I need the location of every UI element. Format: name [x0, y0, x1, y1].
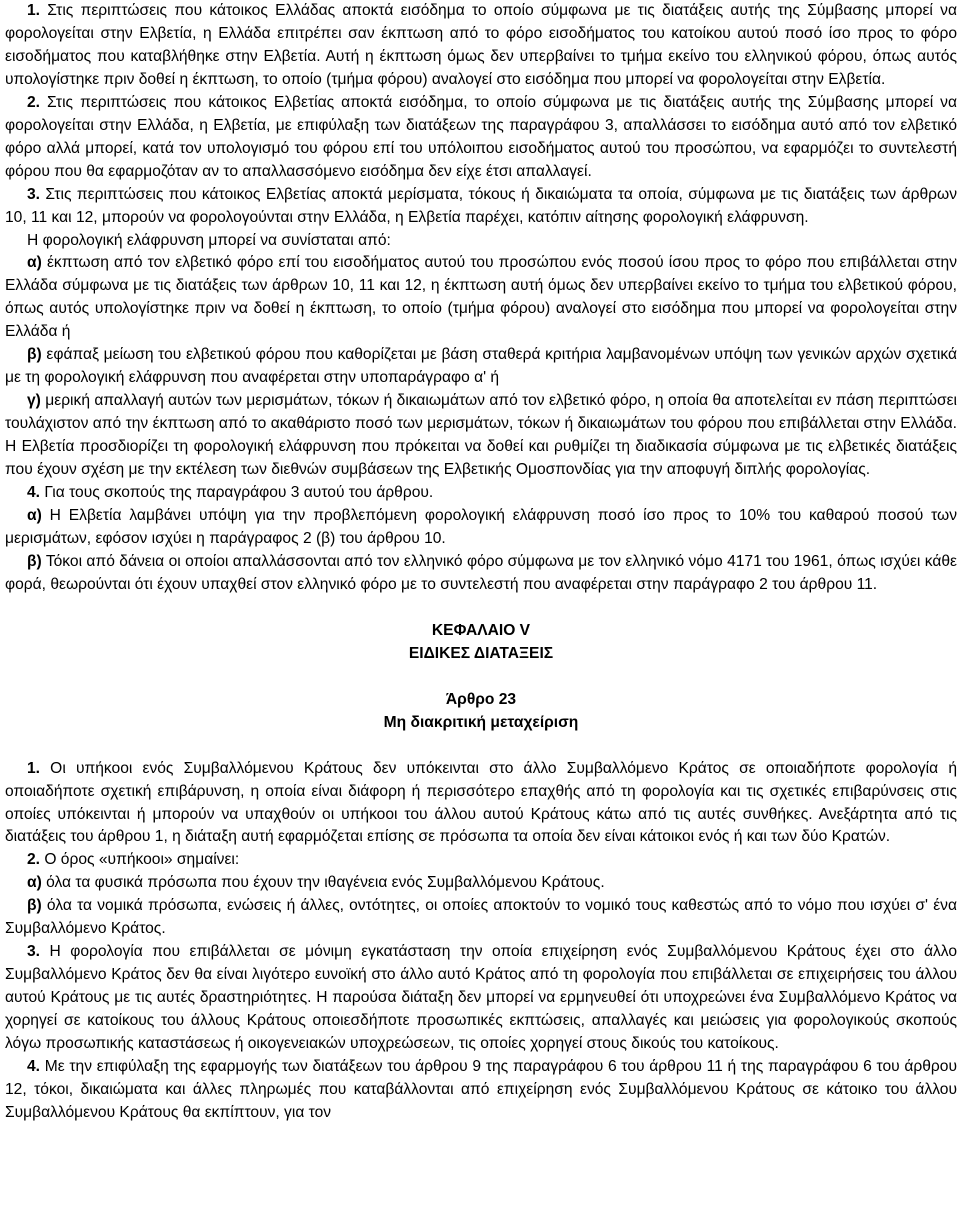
spacer [5, 735, 957, 758]
paragraph [5, 252, 957, 344]
paragraph-number: 1. [27, 2, 41, 19]
spacer [5, 597, 957, 620]
paragraph-text: Με την επιφύλαξη της εφαρμογής των διατάξεων του άρθρου 9 της παραγράφου 6 του άρθρου 11 ή της παραγράφου 6 του άρθρου 12, τόκοι, δικαιώματα και άλλες πληρωμές που καταβάλλονται από επιχείρηση ενός Συμβαλλόμενου Κράτους σε κάτοικο του άλλου Συμβαλλόμενου Κράτους θα εκπίπτουν, για τον [5, 1057, 957, 1121]
paragraph-text: Η φορολογία που επιβάλλεται σε μόνιμη εγκατάσταση την οποία επιχείρηση ενός Συμβαλλόμενου Κράτους έχει στο άλλο Συμβαλλόμενο Κράτος δεν θα είναι λιγότερο ευνοϊκή στο άλλο αυτό Κράτος από τη φορολογία που επιβάλλεται σε επιχειρήσεις του άλλου αυτού Κράτους με τις αυτές δραστηριότητες. Η παρούσα διάταξη δεν μπορεί να ερμηνευθεί ότι υποχρεώνει ένα Συμβαλλόμενο Κράτος να χορηγεί σε κατοίκους του άλλους Κράτους οποιεσδήποτε προσωπικές εκπτώσεις, απαλλαγές και μειώσεις για φορολογικούς σκοπούς λόγω προσωπικής καταστάσεως ή οικογενειακών υποχρεώσεων, τις οποίες χορηγεί στους δικούς του κατοίκους. [5, 943, 957, 1053]
paragraph [5, 505, 957, 551]
paragraph-text: Τόκοι από δάνεια οι οποίοι απαλλάσσονται από τον ελληνικό φόρο σύμφωνα με τον ελληνικό νόμο 4171 του 1961, όπως ισχύει κάθε φορά, θεωρούνται ότι έχουν υπαχθεί στον ελληνικό φόρο με το συντελεστή που αναφέρεται στην παράγραφο 2 του άρθρου 11. [5, 552, 957, 593]
paragraph [5, 941, 957, 1056]
paragraph-text: όλα τα φυσικά πρόσωπα που έχουν την ιθαγένεια ενός Συμβαλλόμενου Κράτους. [41, 874, 605, 892]
paragraph [5, 390, 957, 482]
paragraph-number: β) [27, 897, 42, 915]
paragraph [5, 230, 957, 253]
section-heading: Άρθρο 23 [445, 690, 517, 708]
paragraph-text: όλα τα νομικά πρόσωπα, ενώσεις ή άλλες, οντότητες, οι οποίες αποκτούν το νομικό τους καθεστώς από το νόμο που ισχύει σ' ένα Συμβαλλόμενο Κράτος. [5, 897, 957, 938]
paragraph-number: 4. [27, 484, 41, 502]
paragraph [5, 849, 957, 872]
spacer [5, 666, 957, 689]
paragraph-number: γ) [27, 392, 41, 410]
paragraph-number: 2. [27, 851, 41, 869]
paragraph [5, 0, 957, 92]
paragraph [5, 92, 957, 184]
paragraph-text: Στις περιπτώσεις που κάτοικος Ελβετίας αποκτά μερίσματα, τόκους ή δικαιώματα τα οποία, σύμφωνα με τις διατάξεις των άρθρων 10, 11 και 12, μπορούν να φορολογούνται στην Ελλάδα, η Ελβετία παρέχει, κατόπιν αίτησης φορολογική ελάφρυνση. [5, 185, 957, 226]
paragraph-number: 1. [27, 759, 41, 777]
section-heading: ΕΙΔΙΚΕΣ ΔΙΑΤΑΞΕΙΣ [408, 644, 554, 662]
paragraph-number: 3. [27, 943, 41, 961]
paragraph [5, 482, 957, 505]
paragraph [5, 758, 957, 850]
paragraph-text: Οι υπήκοοι ενός Συμβαλλόμενου Κράτους δεν υπόκεινται στο άλλο Συμβαλλόμενο Κράτος σε οποιαδήποτε φορολογία ή οποιαδήποτε σχετική επιβάρυνση, η οποία είναι διάφορη ή περισσότερο επαχθής από τη φορολογία και τις σχετικές επιβαρύνσεις στις οποίες υπόκεινται ή μπορούν να υπαχθούν οι υπήκοοι του άλλου αυτού Κράτους κάτω από τις αυτές συνθήκες. Ανεξάρτητα από τις διατάξεις του άρθρου 1, η διάταξη αυτή εφαρμόζεται επίσης σε πρόσωπα τα οποία δεν είναι κάτοικοι ενός ή και των δύο Κρατών. [5, 759, 957, 846]
paragraph-text: Η Ελβετία λαμβάνει υπόψη για την προβλεπόμενη φορολογική ελάφρυνση ποσό ίσο προς το 10% του καθαρού ποσού των μερισμάτων, εφόσον ισχύει η παράγραφος 2 (β) του άρθρου 10. [5, 506, 957, 547]
paragraph-number: 4. [27, 1057, 41, 1075]
paragraph-number: α) [27, 254, 42, 272]
paragraph-text: Ο όρος «υπήκοοι» σημαίνει: [40, 851, 240, 869]
paragraph [5, 895, 957, 941]
section-heading: ΚΕΦΑΛΑΙΟ V [431, 621, 531, 639]
paragraph-text: Στις περιπτώσεις που κάτοικος Ελβετίας αποκτά εισόδημα, το οποίο σύμφωνα με τις διατάξεις αυτής της Σύμβασης μπορεί να φορολογείται στην Ελλάδα, η Ελβετία, με επιφύλαξη των διατάξεων της παραγράφου 3, απαλλάσσει το εισόδημα αυτό από τον ελβετικό φόρο αλλά μπορεί, κατά τον υπολογισμό του φόρου επί του υπόλοιπου εισοδήματος αυτού του προσώπου, να εφαρμόζει το συντελεστή φόρου που θα εφαρμοζόταν αν το απαλλασσόμενο εισόδημα δεν είχε έτσι απαλλαγεί. [5, 93, 957, 180]
paragraph [5, 184, 957, 230]
paragraph-text: Η φορολογική ελάφρυνση μπορεί να συνίσταται από: [27, 231, 391, 249]
paragraph [5, 551, 957, 597]
paragraph-text: εφάπαξ μείωση του ελβετικού φόρου που καθορίζεται με βάση σταθερά κριτήρια λαμβανομένων υπόψη των γενικών αρχών σχετικά με τη φορολογική ελάφρυνση που αναφέρεται στην υποπαράγραφο α' ή [5, 346, 957, 387]
document-page [5, 0, 957, 1125]
paragraph-number: β) [27, 552, 42, 570]
paragraph-text: Για τους σκοπούς της παραγράφου 3 αυτού του άρθρου. [40, 484, 434, 502]
paragraph-number: α) [27, 506, 42, 524]
paragraph-number: 3. [27, 185, 41, 203]
section-heading: Μη διακριτική μεταχείριση [383, 713, 579, 731]
paragraph-number: α) [27, 874, 42, 892]
paragraph [5, 344, 957, 390]
paragraph [5, 1056, 957, 1125]
paragraph [5, 872, 957, 895]
paragraph-text: έκπτωση από τον ελβετικό φόρο επί του εισοδήματος αυτού του προσώπου ενός ποσού ίσου προς το φόρο που επιβάλλεται στην Ελλάδα σύμφωνα με τις διατάξεις των άρθρων 10, 11 και 12, η έκπτωση αυτή όμως δεν υπερβαίνει εκείνο το τμήμα του ελβετικού φόρου, όπως αυτός υπολογίστηκε πριν να δοθεί η έκπτωση, το οποίο (τμήμα φόρου) αναλογεί στο εισόδημα που μπορεί να φορολογείται στην Ελλάδα ή [5, 254, 957, 341]
paragraph-number: β) [27, 346, 42, 364]
paragraph-text: Στις περιπτώσεις που κάτοικος Ελλάδας αποκτά εισόδημα το οποίο σύμφωνα με τις διατάξεις αυτής της Σύμβασης μπορεί να φορολογείται στην Ελβετία, η Ελλάδα επιτρέπει σαν έκπτωση από το φόρο εισοδήματος του κατοίκου αυτού ποσό ίσο προς το φόρο εισοδήματος που καταβλήθηκε στην Ελβετία. Αυτή η έκπτωση όμως δεν υπερβαίνει το τμήμα εκείνο του ελληνικού φόρου, όπως αυτός υπολογίστηκε πριν δοθεί η έκπτωση, το οποίο (τμήμα φόρου) αναλογεί στο εισόδημα που μπορεί να φορολογείται στην Ελβετία. [5, 2, 957, 88]
paragraph-text: μερική απαλλαγή αυτών των μερισμάτων, τόκων ή δικαιωμάτων από τον ελβετικό φόρο, η οποία θα αποτελείται εν πάση περιπτώσει τουλάχιστον από την έκπτωση από το ακαθάριστο ποσό των μερισμάτων, τόκων ή δικαιωμάτων του φόρου που επιβάλλεται στην Ελλάδα. Η Ελβετία προσδιορίζει τη φορολογική ελάφρυνση που πρόκειται να δοθεί και ρυθμίζει τη διαδικασία σύμφωνα με τις ελβετικές διατάξεις που έχουν σχέση με την εκτέλεση των διεθνών συμβάσεων της Ελβετικής Ομοσπονδίας για την αποφυγή διπλής φορολογίας. [5, 392, 957, 479]
paragraph-number: 2. [27, 93, 41, 111]
